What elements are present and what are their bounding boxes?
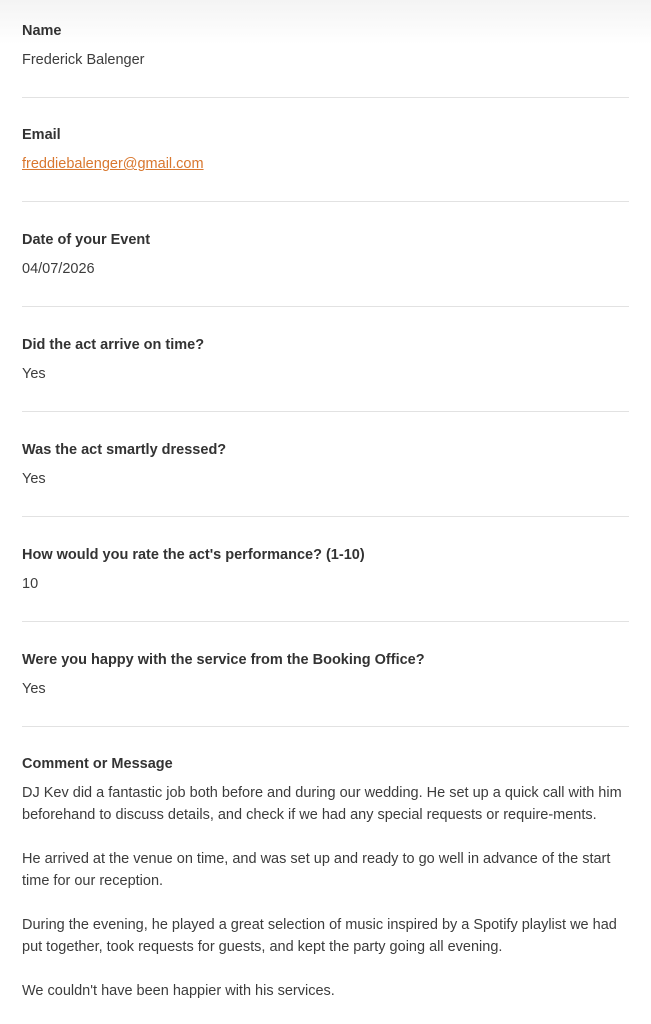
email-link[interactable]: freddiebalenger@gmail.com — [22, 156, 204, 172]
field-arrived-on-time — [0, 307, 651, 412]
field-label: Name — [22, 23, 62, 39]
comment-paragraph: During the evening, he played a great selection of music inspired by a Spotify playlist we had put together, took requests for guests, and kept the party going all evening. — [22, 917, 617, 955]
field-value: Yes — [22, 366, 46, 382]
field-label: Date of your Event — [22, 232, 151, 248]
field-label: Did the act arrive on time? — [22, 337, 205, 353]
field-email — [0, 98, 651, 202]
field-label: Comment or Message — [22, 756, 173, 772]
field-booking-office-service — [0, 622, 651, 727]
field-performance-rating — [0, 517, 651, 622]
field-value: 04/07/2026 — [22, 261, 95, 277]
field-event-date — [0, 202, 651, 307]
field-value: 10 — [22, 576, 39, 592]
field-smartly-dressed — [0, 412, 651, 517]
comment-paragraph: DJ Kev did a fantastic job both before and during our wedding. He set up a quick call with him beforehand to discuss details, and check if we had any special requests or require-ments. — [22, 785, 622, 823]
field-label: Was the act smartly dressed? — [22, 442, 227, 458]
field-label: How would you rate the act's performance? (1-10) — [22, 547, 365, 563]
field-value: Frederick Balenger — [22, 52, 145, 68]
field-label: Email — [22, 127, 61, 143]
field-comment — [0, 727, 651, 1002]
field-value: Yes — [22, 471, 46, 487]
comment-paragraph: He arrived at the venue on time, and was set up and ready to go well in advance of the start time for our reception. — [22, 851, 611, 889]
field-name — [0, 0, 651, 98]
field-label: Were you happy with the service from the Booking Office? — [22, 652, 425, 668]
field-value: Yes — [22, 681, 46, 697]
comment-paragraph: We couldn't have been happier with his services. — [22, 983, 335, 999]
